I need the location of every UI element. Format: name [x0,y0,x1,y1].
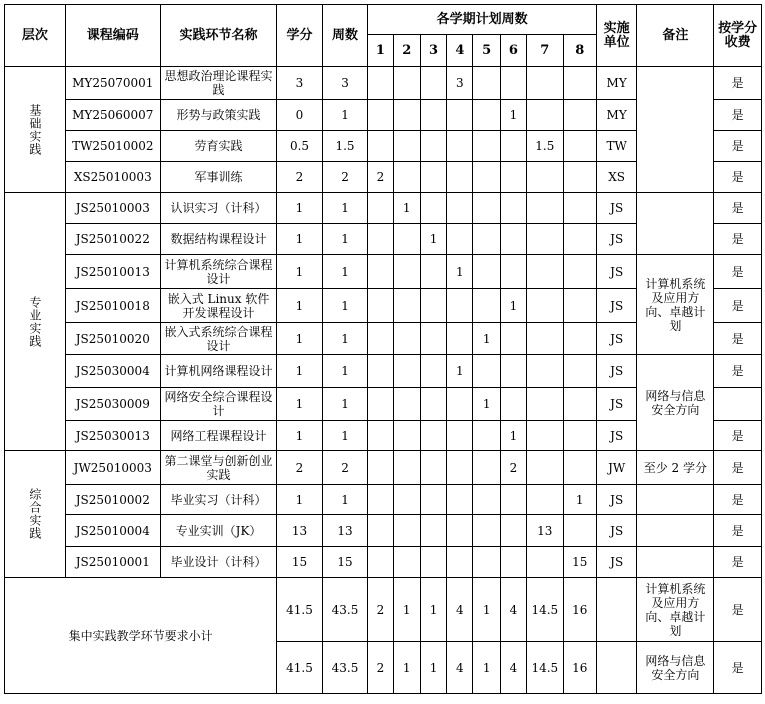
course-credits: 2 [277,451,323,485]
course-unit: JS [596,547,636,578]
header-semester: 6 [500,35,526,67]
course-code: JS25030009 [65,388,160,421]
semester-weeks [500,547,526,578]
semester-weeks [368,355,393,388]
group-label [5,451,66,578]
header-semester: 3 [420,35,446,67]
semester-weeks [393,67,420,100]
semester-weeks [447,289,473,323]
course-name: 网络工程课程设计 [160,421,276,451]
semester-weeks [420,289,446,323]
course-name: 军事训练 [160,162,276,193]
header-semester: 4 [447,35,473,67]
semester-weeks [473,515,500,547]
semester-weeks [527,485,563,515]
semester-weeks [527,100,563,131]
course-credits: 0.5 [277,131,323,162]
header-semester: 8 [563,35,596,67]
course-credits: 1 [277,255,323,289]
course-credits: 13 [277,515,323,547]
semester-weeks [420,485,446,515]
semester-weeks [563,515,596,547]
course-credits: 0 [277,100,323,131]
course-credits: 1 [277,388,323,421]
subtotal-semester-weeks: 1 [393,578,420,642]
course-unit: JW [596,451,636,485]
note-cell [637,67,714,193]
course-credits: 1 [277,485,323,515]
course-credits: 1 [277,421,323,451]
semester-weeks [447,485,473,515]
course-name: 网络安全综合课程设计 [160,388,276,421]
subtotal-semester-weeks: 2 [368,642,393,694]
semester-weeks: 1 [500,421,526,451]
subtotal-semester-weeks: 16 [563,578,596,642]
subtotal-semester-weeks: 1 [473,578,500,642]
semester-weeks [420,162,446,193]
semester-weeks [420,131,446,162]
semester-weeks [473,255,500,289]
semester-weeks [563,451,596,485]
course-code: JS25010003 [65,193,160,224]
semester-weeks [393,289,420,323]
course-unit: TW [596,131,636,162]
course-weeks: 2 [322,451,368,485]
semester-weeks [447,100,473,131]
table-row [5,485,762,515]
semester-weeks [563,131,596,162]
subtotal-credits: 41.5 [277,642,323,694]
course-fee: 是 [714,451,762,485]
semester-weeks [473,289,500,323]
subtotal-fee: 是 [714,578,762,642]
semester-weeks [447,193,473,224]
semester-weeks [420,515,446,547]
semester-weeks [500,355,526,388]
semester-weeks [500,485,526,515]
course-unit: MY [596,100,636,131]
subtotal-semester-weeks: 14.5 [527,578,563,642]
semester-weeks [393,100,420,131]
semester-weeks [563,255,596,289]
semester-weeks [473,547,500,578]
course-fee: 是 [714,515,762,547]
course-code: JS25030004 [65,355,160,388]
semester-weeks: 1 [500,100,526,131]
subtotal-fee: 是 [714,642,762,694]
semester-weeks [393,355,420,388]
semester-weeks [563,193,596,224]
course-code: JS25030013 [65,421,160,451]
semester-weeks [393,485,420,515]
course-name: 嵌入式系统综合课程设计 [160,323,276,355]
semester-weeks [393,451,420,485]
semester-weeks: 1 [447,255,473,289]
course-fee: 是 [714,193,762,224]
header-semester: 2 [393,35,420,67]
semester-weeks: 1 [447,355,473,388]
subtotal-note: 计算机系统及应用方向、卓越计划 [637,578,714,642]
header-weeks: 周数 [322,5,368,67]
course-fee: 是 [714,485,762,515]
header-fee: 按学分收费 [714,5,762,67]
semester-weeks [563,289,596,323]
semester-weeks [447,224,473,255]
group-label-text: 综合实践 [27,488,42,540]
course-weeks: 15 [322,547,368,578]
semester-weeks [368,224,393,255]
course-credits: 1 [277,289,323,323]
semester-weeks [473,67,500,100]
semester-weeks [527,193,563,224]
subtotal-label: 集中实践教学环节要求小计 [5,578,277,694]
course-fee: 是 [714,547,762,578]
subtotal-unit [596,642,636,694]
semester-weeks [420,421,446,451]
semester-weeks [500,323,526,355]
semester-weeks [500,255,526,289]
semester-weeks [473,162,500,193]
header-semester-plan: 各学期计划周数 [368,5,597,35]
course-weeks: 1 [322,224,368,255]
semester-weeks [368,100,393,131]
semester-weeks [473,224,500,255]
subtotal-semester-weeks: 1 [473,642,500,694]
semester-weeks: 15 [563,547,596,578]
semester-weeks [393,255,420,289]
course-unit: JS [596,421,636,451]
semester-weeks: 2 [368,162,393,193]
course-name: 嵌入式 Linux 软件开发课程设计 [160,289,276,323]
semester-weeks [368,323,393,355]
semester-weeks [527,67,563,100]
semester-weeks: 1 [420,224,446,255]
course-code: MY25070001 [65,67,160,100]
header-level: 层次 [5,5,66,67]
semester-weeks: 13 [527,515,563,547]
table-row [5,193,762,224]
semester-weeks [420,323,446,355]
semester-weeks [500,162,526,193]
semester-weeks [368,485,393,515]
course-unit: JS [596,355,636,388]
semester-weeks [447,547,473,578]
subtotal-semester-weeks: 1 [393,642,420,694]
course-unit: JS [596,388,636,421]
course-credits: 3 [277,67,323,100]
header-code: 课程编码 [65,5,160,67]
course-fee: 是 [714,355,762,388]
semester-weeks [393,388,420,421]
semester-weeks [393,547,420,578]
subtotal-row [5,578,762,642]
course-code: JS25010020 [65,323,160,355]
semester-weeks [500,193,526,224]
course-weeks: 1 [322,100,368,131]
course-unit: JS [596,255,636,289]
semester-weeks [473,100,500,131]
semester-weeks [473,421,500,451]
semester-weeks [368,131,393,162]
course-weeks: 13 [322,515,368,547]
header-semester: 1 [368,35,393,67]
course-name: 专业实训（JK） [160,515,276,547]
course-credits: 1 [277,224,323,255]
header-note: 备注 [637,5,714,67]
subtotal-weeks: 43.5 [322,578,368,642]
course-weeks: 1 [322,355,368,388]
semester-weeks [473,193,500,224]
semester-weeks [393,421,420,451]
subtotal-semester-weeks: 1 [420,578,446,642]
course-name: 计算机网络课程设计 [160,355,276,388]
semester-weeks: 1 [563,485,596,515]
semester-weeks: 1 [473,388,500,421]
semester-weeks [393,131,420,162]
semester-weeks [447,451,473,485]
semester-weeks [500,67,526,100]
semester-weeks [393,224,420,255]
semester-weeks [563,162,596,193]
course-name: 思想政治理论课程实践 [160,67,276,100]
semester-weeks [368,193,393,224]
semester-weeks [527,547,563,578]
practice-table [4,4,762,694]
semester-weeks [563,421,596,451]
subtotal-semester-weeks: 4 [447,642,473,694]
semester-weeks [368,515,393,547]
course-name: 认识实习（计科） [160,193,276,224]
table-row [5,515,762,547]
subtotal-semester-weeks: 16 [563,642,596,694]
semester-weeks [420,100,446,131]
course-unit: JS [596,323,636,355]
course-weeks: 3 [322,67,368,100]
table-row [5,255,762,289]
course-weeks: 1 [322,193,368,224]
semester-weeks [563,67,596,100]
course-credits: 15 [277,547,323,578]
semester-weeks [368,67,393,100]
semester-weeks [527,421,563,451]
semester-weeks [500,131,526,162]
semester-weeks [563,388,596,421]
semester-weeks [563,355,596,388]
subtotal-semester-weeks: 4 [500,578,526,642]
semester-weeks [527,255,563,289]
course-name: 第二课堂与创新创业实践 [160,451,276,485]
semester-weeks [473,131,500,162]
course-unit: MY [596,67,636,100]
semester-weeks [447,515,473,547]
course-code: JS25010018 [65,289,160,323]
course-code: XS25010003 [65,162,160,193]
semester-weeks [473,485,500,515]
course-code: JS25010022 [65,224,160,255]
course-fee: 是 [714,255,762,289]
course-code: TW25010002 [65,131,160,162]
semester-weeks [368,255,393,289]
course-unit: JS [596,515,636,547]
semester-weeks [420,255,446,289]
subtotal-unit [596,578,636,642]
course-unit: JS [596,289,636,323]
course-credits: 1 [277,323,323,355]
course-weeks: 1 [322,388,368,421]
subtotal-semester-weeks: 1 [420,642,446,694]
course-credits: 1 [277,193,323,224]
course-weeks: 1.5 [322,131,368,162]
semester-weeks [527,289,563,323]
course-weeks: 2 [322,162,368,193]
course-name: 计算机系统综合课程设计 [160,255,276,289]
subtotal-weeks: 43.5 [322,642,368,694]
course-code: MY25060007 [65,100,160,131]
semester-weeks [368,421,393,451]
semester-weeks [500,388,526,421]
group-label [5,193,66,451]
note-computer-systems: 计算机系统及应用方向、卓越计划 [637,255,714,355]
subtotal-semester-weeks: 2 [368,578,393,642]
note-min-credits: 至少 2 学分 [637,451,714,485]
note-cell [637,547,714,578]
semester-weeks [473,355,500,388]
course-weeks: 1 [322,323,368,355]
table-row [5,67,762,100]
subtotal-credits: 41.5 [277,578,323,642]
header-credits: 学分 [277,5,323,67]
semester-weeks: 1 [473,323,500,355]
semester-weeks [527,224,563,255]
course-code: JS25010004 [65,515,160,547]
table-row [5,355,762,388]
table-row [5,451,762,485]
semester-weeks [473,451,500,485]
course-fee: 是 [714,100,762,131]
semester-weeks [420,388,446,421]
course-name: 形势与政策实践 [160,100,276,131]
course-name: 毕业实习（计科） [160,485,276,515]
course-fee: 是 [714,67,762,100]
group-label [5,67,66,193]
course-weeks: 1 [322,485,368,515]
semester-weeks: 1 [500,289,526,323]
course-unit: JS [596,485,636,515]
table-row [5,547,762,578]
semester-weeks [420,193,446,224]
semester-weeks [368,547,393,578]
semester-weeks [447,162,473,193]
course-credits: 1 [277,355,323,388]
course-code: JS25010001 [65,547,160,578]
semester-weeks [447,388,473,421]
course-code: JS25010013 [65,255,160,289]
course-unit: JS [596,193,636,224]
note-cell [637,193,714,255]
course-name: 数据结构课程设计 [160,224,276,255]
course-credits: 2 [277,162,323,193]
header-name: 实践环节名称 [160,5,276,67]
semester-weeks [527,388,563,421]
note-cell [637,485,714,515]
semester-weeks [563,100,596,131]
semester-weeks [420,67,446,100]
subtotal-note: 网络与信息安全方向 [637,642,714,694]
semester-weeks: 1.5 [527,131,563,162]
group-label-text: 专业实践 [27,295,42,348]
header-semester: 7 [527,35,563,67]
semester-weeks [420,547,446,578]
semester-weeks: 3 [447,67,473,100]
course-fee: 是 [714,131,762,162]
semester-weeks [527,323,563,355]
course-fee: 是 [714,162,762,193]
semester-weeks [368,451,393,485]
semester-weeks [500,224,526,255]
semester-weeks: 2 [500,451,526,485]
semester-weeks [420,355,446,388]
semester-weeks [447,131,473,162]
semester-weeks [420,451,446,485]
course-fee: 是 [714,421,762,451]
header-semester: 5 [473,35,500,67]
subtotal-semester-weeks: 4 [447,578,473,642]
semester-weeks [393,162,420,193]
semester-weeks [563,323,596,355]
semester-weeks [393,323,420,355]
course-fee: 是 [714,224,762,255]
course-fee: 是 [714,289,762,323]
semester-weeks [527,162,563,193]
subtotal-semester-weeks: 4 [500,642,526,694]
semester-weeks [368,289,393,323]
semester-weeks [393,515,420,547]
semester-weeks [368,388,393,421]
header-unit: 实施单位 [596,5,636,67]
course-code: JS25010002 [65,485,160,515]
course-weeks: 1 [322,421,368,451]
course-weeks: 1 [322,255,368,289]
semester-weeks [500,515,526,547]
semester-weeks [447,323,473,355]
course-name: 毕业设计（计科） [160,547,276,578]
course-unit: XS [596,162,636,193]
note-cell [637,515,714,547]
note-network-security: 网络与信息安全方向 [637,355,714,451]
course-fee: 是 [714,323,762,355]
subtotal-semester-weeks: 14.5 [527,642,563,694]
course-unit: JS [596,224,636,255]
group-label-text: 基础实践 [27,103,42,156]
course-name: 劳育实践 [160,131,276,162]
semester-weeks [527,355,563,388]
semester-weeks: 1 [393,193,420,224]
semester-weeks [527,451,563,485]
semester-weeks [447,421,473,451]
semester-weeks [563,224,596,255]
course-fee [714,388,762,421]
course-weeks: 1 [322,289,368,323]
course-code: JW25010003 [65,451,160,485]
